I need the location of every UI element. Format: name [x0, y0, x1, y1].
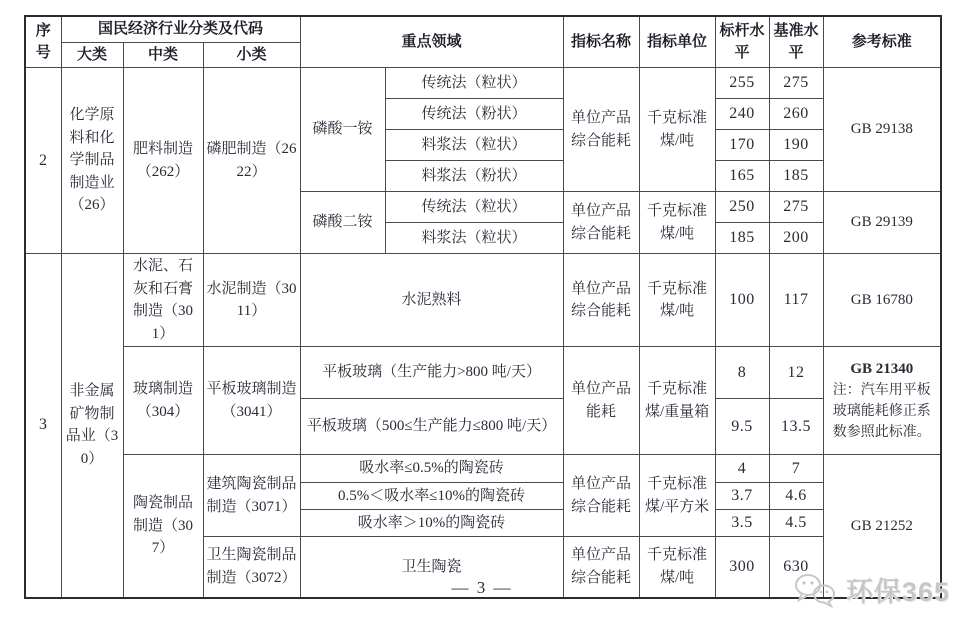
benchmark-value: 3.7 [715, 483, 769, 510]
energy-efficiency-standards-table [24, 15, 942, 599]
indicator-unit-cell: 千克标准煤/平方米 [639, 455, 715, 537]
benchmark-value: 240 [715, 99, 769, 130]
reference-standard-cell: GB 21252 [823, 455, 941, 598]
minor-category-sanitary-ceramics: 卫生陶瓷制品制造（3072） [203, 537, 300, 598]
benchmark-value: 100 [715, 254, 769, 347]
col-header-minor: 小类 [203, 42, 300, 68]
indicator-unit-cell: 千克标准煤/吨 [639, 192, 715, 254]
benchmark-value: 300 [715, 537, 769, 598]
baseline-value: 4.5 [769, 510, 823, 537]
baseline-value: 275 [769, 192, 823, 223]
table-row [25, 68, 941, 99]
product-map: 磷酸一铵 [300, 68, 385, 192]
indicator-name-cell: 单位产品综合能耗 [563, 537, 639, 598]
wechat-icon [794, 572, 838, 608]
reference-code: GB 21340 [850, 360, 914, 377]
col-header-seq: 序号 [25, 16, 61, 68]
col-header-mid: 中类 [123, 42, 203, 68]
key-area-cell: 吸水率＞10%的陶瓷砖 [300, 510, 563, 537]
benchmark-value: 8 [715, 347, 769, 399]
col-header-reference-standard: 参考标准 [823, 16, 941, 68]
col-header-indicator-name: 指标名称 [563, 16, 639, 68]
reference-standard-cell [823, 347, 941, 455]
baseline-value: 4.6 [769, 483, 823, 510]
col-header-major: 大类 [61, 42, 123, 68]
benchmark-value: 170 [715, 130, 769, 161]
table-row [25, 254, 941, 347]
indicator-name-cell: 单位产品综合能耗 [563, 254, 639, 347]
key-area-cell: 吸水率≤0.5%的陶瓷砖 [300, 455, 563, 483]
minor-category-flat-glass: 平板玻璃制造（3041） [203, 347, 300, 455]
indicator-name-cell: 单位产品综合能耗 [563, 192, 639, 254]
baseline-value: 275 [769, 68, 823, 99]
key-area-cell: 卫生陶瓷 [300, 537, 563, 598]
col-header-benchmark-level: 标杆水平 [715, 16, 769, 68]
baseline-value: 200 [769, 223, 823, 254]
benchmark-value: 165 [715, 161, 769, 192]
method-cell: 料浆法（粒状） [385, 130, 563, 161]
col-header-baseline-level: 基准水平 [769, 16, 823, 68]
mid-category-ceramics: 陶瓷制品制造（307） [123, 455, 203, 598]
mid-category-cement: 水泥、石灰和石膏制造（301） [123, 254, 203, 347]
col-header-indicator-unit: 指标单位 [639, 16, 715, 68]
indicator-name-cell: 单位产品能耗 [563, 347, 639, 455]
seq-cell-3: 3 [25, 254, 61, 598]
benchmark-value: 9.5 [715, 399, 769, 455]
header-row-1 [25, 16, 941, 42]
baseline-value: 260 [769, 99, 823, 130]
method-cell: 料浆法（粉状） [385, 161, 563, 192]
watermark [794, 570, 950, 609]
minor-category-phosphate-fertilizer: 磷肥制造（2622） [203, 68, 300, 254]
col-header-key-area: 重点领域 [300, 16, 563, 68]
minor-category-cement: 水泥制造（3011） [203, 254, 300, 347]
baseline-value: 190 [769, 130, 823, 161]
reference-standard-cell: GB 16780 [823, 254, 941, 347]
baseline-value: 12 [769, 347, 823, 399]
baseline-value: 630 [769, 537, 823, 598]
page-number: — 3 — [451, 578, 513, 597]
baseline-value: 13.5 [769, 399, 823, 455]
watermark-text: 环保365 [845, 577, 950, 607]
minor-category-building-ceramics: 建筑陶瓷制品制造（3071） [203, 455, 300, 537]
benchmark-value: 250 [715, 192, 769, 223]
method-cell: 传统法（粉状） [385, 99, 563, 130]
col-header-classification: 国民经济行业分类及代码 [61, 16, 300, 42]
seq-cell-2: 2 [25, 68, 61, 254]
indicator-unit-cell: 千克标准煤/吨 [639, 68, 715, 192]
mid-category-fertilizer: 肥料制造（262） [123, 68, 203, 254]
table-row [25, 455, 941, 483]
key-area-cell: 0.5%＜吸水率≤10%的陶瓷砖 [300, 483, 563, 510]
reference-note: 注：汽车用平板玻璃能耗修正系数参照此标准。 [832, 383, 931, 441]
key-area-cell: 平板玻璃（500≤生产能力≤800 吨/天） [300, 399, 563, 455]
baseline-value: 185 [769, 161, 823, 192]
key-area-cell: 平板玻璃（生产能力>800 吨/天） [300, 347, 563, 399]
baseline-value: 7 [769, 455, 823, 483]
indicator-name-cell: 单位产品综合能耗 [563, 68, 639, 192]
key-area-cell: 水泥熟料 [300, 254, 563, 347]
mid-category-glass: 玻璃制造（304） [123, 347, 203, 455]
product-dap: 磷酸二铵 [300, 192, 385, 254]
reference-standard-cell: GB 29138 [823, 68, 941, 192]
indicator-unit-cell: 千克标准煤/吨 [639, 254, 715, 347]
baseline-value: 117 [769, 254, 823, 347]
benchmark-value: 255 [715, 68, 769, 99]
benchmark-value: 185 [715, 223, 769, 254]
indicator-name-cell: 单位产品综合能耗 [563, 455, 639, 537]
table-row [25, 347, 941, 399]
major-category-nonmetal: 非金属矿物制品业（30） [61, 254, 123, 598]
indicator-unit-cell: 千克标准煤/吨 [639, 537, 715, 598]
major-category-chemicals: 化学原料和化学制品制造业（26） [61, 68, 123, 254]
benchmark-value: 3.5 [715, 510, 769, 537]
benchmark-value: 4 [715, 455, 769, 483]
reference-standard-cell: GB 29139 [823, 192, 941, 254]
method-cell: 传统法（粒状） [385, 192, 563, 223]
indicator-unit-cell: 千克标准煤/重量箱 [639, 347, 715, 455]
method-cell: 料浆法（粒状） [385, 223, 563, 254]
method-cell: 传统法（粒状） [385, 68, 563, 99]
